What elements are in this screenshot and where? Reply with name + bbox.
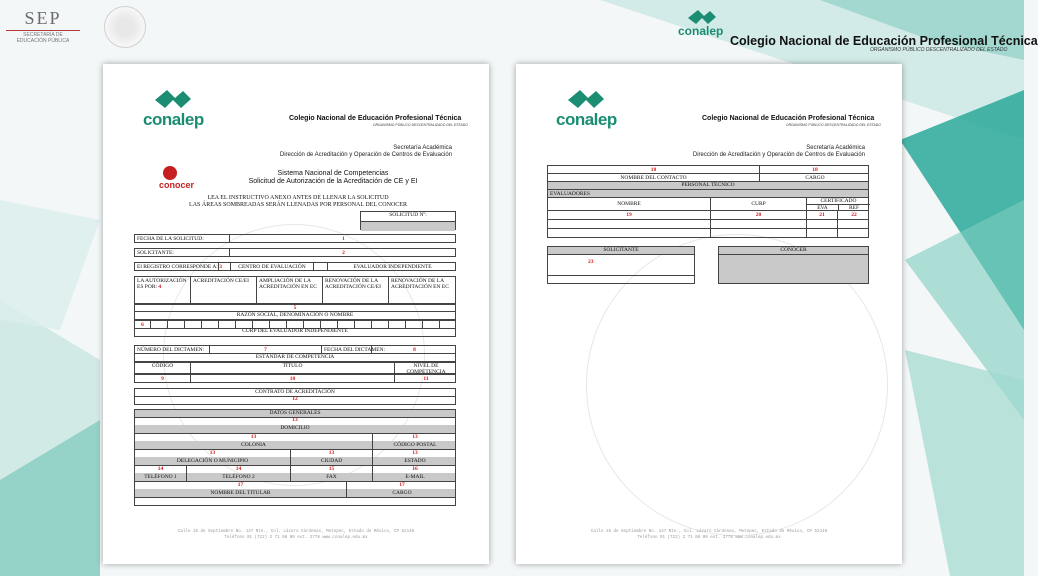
curp-char[interactable]	[406, 321, 423, 328]
registro-check-1[interactable]	[219, 263, 231, 270]
instruction-2: LAS ÁREAS SOMBREADAS SERÁN LLENADAS POR PERSONAL DEL CONOCER	[189, 202, 407, 208]
page2-footer-1: Calle 16 de Septiembre No. 147 Nte., Col. Lázaro Cárdenas, Metepec, Estado de México, CP 52148	[590, 530, 828, 534]
contacto-labels	[547, 174, 869, 182]
registro-row	[134, 262, 456, 271]
tel1-field[interactable]: 14	[135, 465, 187, 473]
colonia-field[interactable]: 13	[135, 433, 373, 441]
tel2-field[interactable]: 14	[187, 465, 291, 473]
nivel-field[interactable]: 11	[423, 376, 429, 382]
evaluadores-header	[547, 198, 869, 211]
solicitante-row	[134, 248, 456, 257]
header-college-sub: ORGANISMO PÚBLICO DESCENTRALIZADO DEL ESTADO	[870, 47, 1008, 53]
fecha-label: FECHA DE LA SOLICITUD:	[135, 235, 230, 242]
fax-field[interactable]: 15	[291, 465, 373, 473]
curp-char[interactable]	[440, 321, 457, 328]
datos-field[interactable]: 13	[134, 417, 456, 426]
contrato-label: CONTRATO DE ACREDITACIÓN	[134, 388, 456, 397]
page1-dept-2: Dirección de Acreditación y Operación de Centros de Evaluación	[279, 152, 452, 158]
evaluador-row	[547, 211, 869, 220]
dictamen-field[interactable]: 7	[210, 346, 322, 353]
page1-dept-1: Secretaría Académica	[393, 145, 452, 151]
contacto-cargo-label: CARGO	[805, 175, 825, 181]
solicitud-number-label: SOLICITUD Nº:	[361, 212, 455, 222]
dictamen-row	[134, 345, 456, 354]
delegacion-field[interactable]: 13	[135, 449, 291, 457]
contacto-values	[547, 165, 869, 174]
sep-line2: EDUCACIÓN PÚBLICA	[16, 38, 70, 44]
page2-dept-1: Secretaría Académica	[806, 145, 865, 151]
curp-char[interactable]	[202, 321, 219, 328]
page2-college-name: Colegio Nacional de Educación Profesional Técnica	[702, 115, 875, 122]
page1-college-sub: ORGANISMO PÚBLICO DESCENTRALIZADO DEL ESTADO	[373, 123, 468, 127]
titular-field[interactable]: 17	[135, 481, 347, 489]
contrato-field[interactable]: 12	[134, 396, 456, 405]
fecha-row	[134, 234, 456, 243]
curp-char[interactable]	[151, 321, 168, 328]
solicitud-number-box	[360, 211, 456, 230]
email-label: E-MAIL	[405, 474, 425, 480]
solicitante-label: SOLICITANTE:	[135, 249, 230, 256]
razon-value[interactable]: 5	[134, 304, 456, 313]
estandar-values	[134, 374, 456, 383]
page1-footer-1: Calle 16 de Septiembre No. 147 Nte., Col. Lázaro Cárdenas, Metepec, Estado de México, CP 52148	[177, 530, 415, 534]
acreditacion-option[interactable]: ACREDITACIÓN CE/EI	[191, 277, 257, 303]
page2-dept-2: Dirección de Acreditación y Operación de Centros de Evaluación	[692, 152, 865, 158]
estandar-label: ESTÁNDAR DE COMPETENCIA	[134, 354, 456, 363]
curp-char[interactable]	[168, 321, 185, 328]
instruction-1: LEA EL INSTRUCTIVO ANEXO ANTES DE LLENAR LA SOLICITUD	[207, 195, 389, 201]
blank-row	[134, 497, 456, 506]
curp-char[interactable]	[355, 321, 372, 328]
mexico-seal-icon	[104, 6, 146, 48]
ref-label: REF	[848, 205, 860, 211]
curp-char[interactable]	[304, 321, 321, 328]
evaluadores-label	[547, 190, 869, 198]
datos-label: DATOS GENERALES	[134, 409, 456, 418]
estado-label: ESTADO	[404, 458, 426, 464]
page1-college-name: Colegio Nacional de Educación Profesional Técnica	[289, 115, 462, 122]
nombre-header: NOMBRE	[548, 198, 711, 210]
conocer-logo-icon	[163, 166, 177, 180]
certificado-label: CERTIFICADO	[807, 198, 870, 205]
curp-char[interactable]	[372, 321, 389, 328]
header-conalep-text: conalep	[678, 24, 724, 38]
evaluador-row-empty	[547, 229, 869, 238]
contacto-label: NOMBRE DEL CONTACTO	[548, 174, 760, 181]
curp-char[interactable]	[253, 321, 270, 328]
estado-field[interactable]: 13	[412, 450, 418, 456]
curp-char[interactable]	[338, 321, 355, 328]
form-page-2	[516, 64, 902, 564]
curp-char[interactable]	[321, 321, 338, 328]
evaluador-label: EVALUADOR INDEPENDIENTE	[353, 264, 432, 270]
sep-line1: SECRETARÍA DE	[23, 32, 63, 38]
curp-header: CURP	[711, 198, 807, 210]
titular-label: NOMBRE DEL TITULAR	[135, 489, 347, 497]
autorizacion-label: LA AUTORIZACIÓN ES POR: 4	[135, 277, 191, 303]
evaluador-row-empty	[547, 220, 869, 229]
curp-char[interactable]	[270, 321, 287, 328]
conalep-logo-icon	[153, 88, 193, 110]
autorizacion-row	[134, 276, 456, 304]
fecha-field[interactable]: 1	[342, 236, 345, 242]
eva-field[interactable]: 21	[807, 211, 838, 219]
sep-logo	[6, 8, 86, 48]
cargo-field[interactable]: 17	[399, 482, 405, 488]
registro-check-2[interactable]	[314, 263, 328, 270]
nivel-header: NIVEL DE COMPETENCIA	[406, 363, 446, 375]
solicitante-signature-box[interactable]	[547, 246, 695, 284]
evaluadores-title: EVALUADORES	[550, 191, 590, 197]
evaluador-curp-field[interactable]: 20	[711, 211, 807, 219]
fecha-dictamen-field[interactable]: 8	[413, 347, 416, 353]
page2-logo-text: conalep	[556, 110, 617, 129]
ciudad-label: CIUDAD	[291, 457, 373, 465]
solicitante-sign-label: SOLICITANTE	[548, 247, 694, 255]
curp-char[interactable]	[389, 321, 406, 328]
sys-subtitle: Solicitud de Autorización de la Acreditación de CE y EI	[248, 178, 418, 185]
titulo-field[interactable]: 10	[191, 375, 395, 382]
fecha-dictamen-label: FECHA DEL DICTAMEN:	[324, 347, 386, 353]
page1-logo-text: conalep	[143, 110, 204, 129]
curp-char[interactable]	[219, 321, 236, 328]
curp-char[interactable]	[287, 321, 304, 328]
estandar-header	[134, 361, 456, 374]
cargo-label: CARGO	[392, 490, 412, 496]
registro-label: El REGISTRO CORRESPONDE A: 3	[137, 264, 222, 270]
curp-char[interactable]	[236, 321, 253, 328]
page2-college-sub: ORGANISMO PÚBLICO DESCENTRALIZADO DEL ESTADO	[786, 123, 881, 127]
ampliacion-option[interactable]: AMPLIACIÓN DE LA ACREDITACIÓN EN EC	[257, 277, 323, 303]
page1-footer-2: Teléfono 01 (722) 2 71 08 00 ext. 2778 www.conalep.edu.mx	[224, 536, 368, 540]
eva-label: EVA	[807, 205, 839, 211]
header-college-name: Colegio Nacional de Educación Profesional Técnica	[730, 34, 1038, 48]
curp-num: 6	[135, 321, 151, 328]
conalep-logo-icon	[566, 88, 606, 110]
email-field[interactable]: 16	[412, 466, 418, 472]
dictamen-label: NÚMERO DEL DICTAMEN:	[135, 346, 210, 353]
conocer-sign-label: CONOCER	[719, 247, 868, 255]
page2-footer-2: Teléfono 01 (722) 2 71 08 00 ext. 2778 www.conalep.edu.mx	[637, 536, 781, 540]
personal-label: PERSONAL TÉCNICO	[547, 182, 869, 190]
form-page-1	[103, 64, 489, 564]
domicilio-label: DOMICILIO	[134, 425, 456, 434]
solicitante-sign-field: 23	[548, 255, 694, 276]
curp-char[interactable]	[423, 321, 440, 328]
codigo-header: CÓDIGO	[135, 362, 191, 373]
contacto-cargo-field[interactable]: 18	[812, 167, 818, 173]
conocer-signature-box	[718, 246, 869, 284]
contacto-field[interactable]: 18	[548, 166, 760, 173]
renovacion-ec-option[interactable]: RENOVACIÓN DE LA ACREDITACIÓN EN EC	[391, 278, 449, 290]
colonia-label: COLONIA	[135, 441, 373, 449]
codigo-field[interactable]: 9	[135, 375, 191, 382]
certificado-header	[807, 198, 870, 210]
sep-label: SEP	[24, 8, 62, 28]
centro-label: CENTRO DE EVALUACIÓN	[231, 263, 314, 270]
ref-field[interactable]: 22	[851, 212, 857, 218]
evaluador-nombre-field[interactable]: 19	[548, 211, 711, 219]
renovacion-ce-option[interactable]: RENOVACIÓN DE LA ACREDITACIÓN CE/EI	[323, 277, 389, 303]
curp-char[interactable]	[185, 321, 202, 328]
titulo-header: TÍTULO	[191, 362, 395, 373]
razon-label: RAZÓN SOCIAL, DENOMINACIÓN O NOMBRE	[134, 311, 456, 320]
curp-label: CURP DEL EVALUADOR INDEPENDIENTE	[134, 328, 456, 337]
tel1-label: TELÉFONO 1	[135, 473, 187, 481]
cp-label: CÓDIGO POSTAL	[393, 442, 437, 448]
delegacion-label: DELEGACIÓN O MUNICIPIO	[135, 457, 291, 465]
conocer-logo-text: conocer	[159, 180, 195, 190]
ciudad-field[interactable]: 13	[291, 449, 373, 457]
cp-field[interactable]: 13	[412, 434, 418, 440]
solicitante-field[interactable]: 2	[342, 250, 345, 256]
fax-label: FAX	[291, 473, 373, 481]
sys-title: Sistema Nacional de Competencias	[277, 170, 389, 177]
tel2-label: TELÉFONO 2	[187, 473, 291, 481]
